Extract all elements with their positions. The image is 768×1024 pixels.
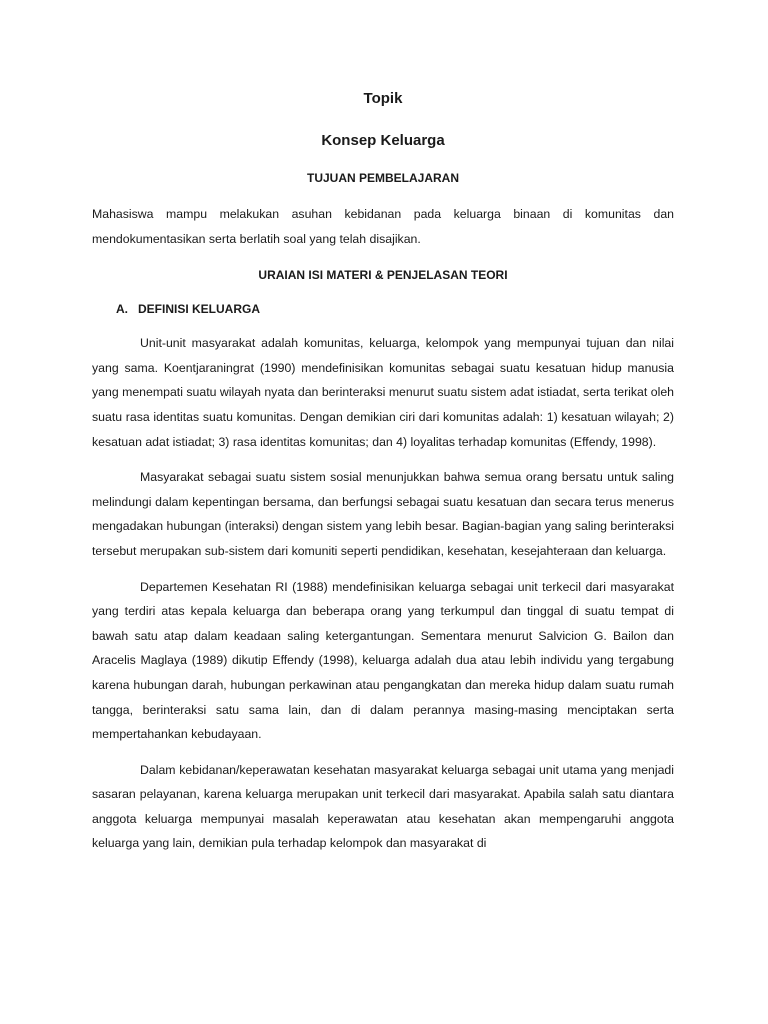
section-heading — [116, 299, 674, 319]
material-heading: URAIAN ISI MATERI & PENJELASAN TEORI — [258, 268, 508, 283]
body-paragraph: Masyarakat sebagai suatu sistem sosial menunjukkan bahwa semua orang bersatu untuk saling melindungi dalam kepentingan bersama, dan berfungsi sebagai suatu kesatuan dan secara terus menerus mengadakan hubungan (interaksi) dengan sistem yang lebih besar. Bagian-bagian yang saling berinteraksi tersebut merupakan sub-sistem dari komuniti seperti pendidikan, kesehatan, kesejahteraan dan keluarga. — [92, 470, 674, 558]
section-title: DEFINISI KELUARGA — [138, 302, 261, 317]
body-paragraph: Unit-unit masyarakat adalah komunitas, keluarga, kelompok yang mempunyai tujuan dan nilai yang sama. Koentjaraningrat (1990) mendefinisikan komunitas sebagai suatu kesatuan hidup manusia yang menempati suatu wilayah nyata dan berinteraksi menurut suatu sistem adat istiadat, serta terikat oleh suatu rasa identitas suatu komunitas. Dengan demikian ciri dari komunitas adalah: 1) kesatuan wilayah; 2) kesatuan adat istiadat; 3) rasa identitas komunitas; dan 4) loyalitas terhadap komunitas (Effendy, 1998). — [92, 336, 674, 449]
body-paragraph: Dalam kebidanan/keperawatan kesehatan masyarakat keluarga sebagai unit utama yang menjadi sasaran pelayanan, karena keluarga merupakan unit terkecil dari masyarakat. Apabila salah satu diantara anggota keluarga mempunyai masalah keperawatan atau kesehatan akan mempengaruhi anggota keluarga yang lain, demikian pula terhadap kelompok dan masyarakat di — [92, 762, 674, 851]
topic-label: Topik — [363, 90, 403, 107]
document-title: Konsep Keluarga — [321, 132, 445, 149]
body-paragraph: Departemen Kesehatan RI (1988) mendefinisikan keluarga sebagai unit terkecil dari masyarakat yang terdiri atas kepala keluarga dan beberapa orang yang terkumpul dan tinggal di suatu tempat di bawah satu atap dalam keadaan saling ketergantungan. Sementara menurut Salvicion G. Bailon dan Aracelis Maglaya (1989) dikutip Effendy (1998), keluarga adalah dua atau lebih individu yang tergabung karena hubungan darah, hubungan perkawinan atau pengangkatan dan mereka hidup dalam suatu rumah tangga, berinteraksi satu sama lain, dan di dalam perannya masing-masing menciptakan serta mempertahankan kebudayaan. — [92, 579, 674, 742]
objectives-text: Mahasiswa mampu melakukan asuhan kebidanan pada keluarga binaan di komunitas dan mendokumentasikan serta berlatih soal yang telah disajikan. — [92, 207, 674, 246]
document-page — [92, 84, 674, 856]
objectives-heading: TUJUAN PEMBELAJARAN — [306, 171, 459, 185]
section-number: A. — [116, 302, 128, 317]
